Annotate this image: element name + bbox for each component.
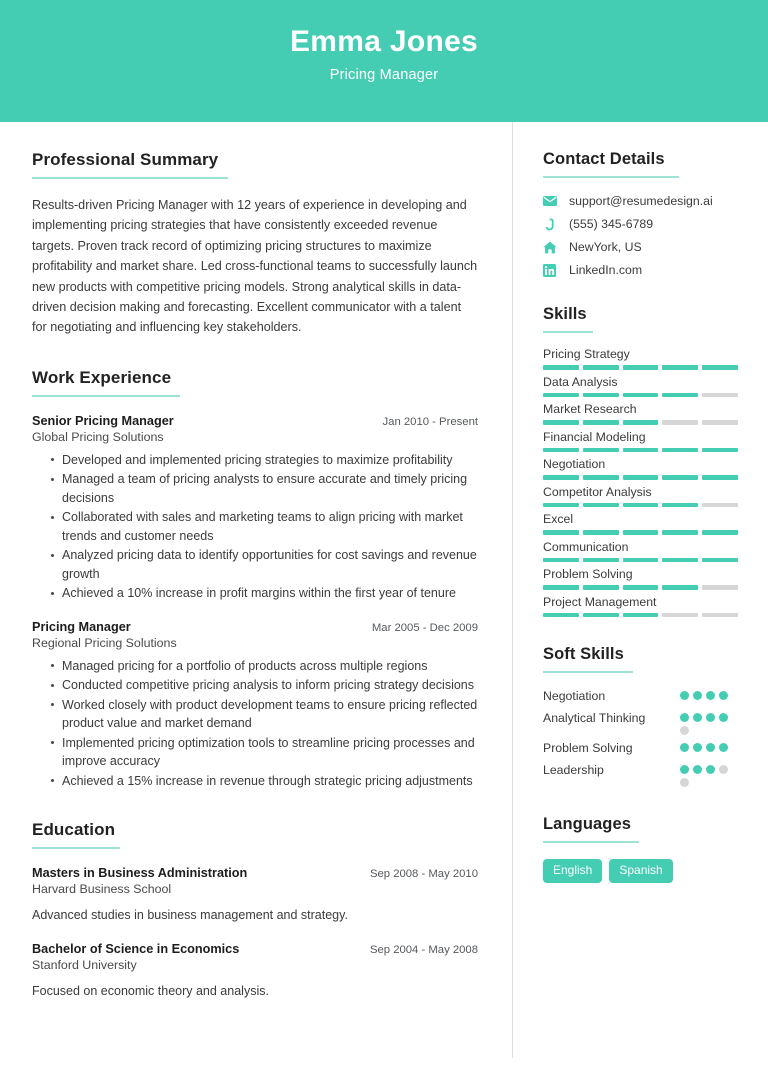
soft-skill-row [543,740,738,757]
skill-row [543,512,738,535]
contact-value-location: NewYork, US [569,240,642,254]
skill-segment [623,558,659,563]
skill-name: Excel [543,512,574,526]
skill-segment [702,365,738,370]
skill-segment [623,448,659,453]
soft-skill-dot [680,726,689,735]
phone-icon [543,217,560,231]
skill-level-bar [543,365,738,370]
soft-skill-dot [680,778,689,787]
skill-level-bar [543,448,738,453]
skill-segment [543,475,579,480]
skill-segment [623,475,659,480]
languages-list [543,859,738,883]
soft-skill-dot [680,713,689,722]
soft-skill-dot [680,691,689,700]
skill-segment [583,420,619,425]
work-entry-organization: Regional Pricing Solutions [32,635,177,650]
education-school: Harvard Business School [32,882,172,897]
skill-segment [702,558,738,563]
section-heading-contact: Contact Details [543,150,665,168]
skills-list [543,347,738,617]
contact-list [543,194,738,277]
soft-skill-rating [680,688,738,700]
skill-segment [662,613,698,618]
skill-segment [583,365,619,370]
skill-segment [702,475,738,480]
contact-item-phone[interactable] [543,217,738,231]
skill-row [543,402,738,425]
section-heading-languages: Languages [543,814,632,833]
skill-row [543,430,738,453]
skill-segment [543,530,579,535]
contact-item-email[interactable] [543,194,738,208]
soft-skill-name: Negotiation [543,689,606,703]
bullet-item: Managed a team of pricing analysts to ensure accurate and timely pricing decisions [51,470,478,507]
education-entry [32,866,478,925]
work-entry [32,620,478,791]
skill-segment [583,448,619,453]
skill-row [543,485,738,508]
section-rule-contact [543,176,679,178]
soft-skill-rating [680,710,738,735]
soft-skill-dot [719,743,728,752]
section-rule-summary [32,177,228,179]
skill-segment [583,558,619,563]
skill-row [543,457,738,480]
education-section [32,820,478,1001]
soft-skill-dot [693,713,702,722]
skill-segment [623,393,659,398]
skill-level-bar [543,613,738,618]
education-description: Advanced studies in business management and strategy. [32,908,348,923]
section-rule-languages [543,841,639,843]
language-chip: English [543,859,602,883]
candidate-name: Emma Jones [289,25,479,59]
bullet-item: Analyzed pricing data to identify opportunities for cost savings and revenue growth [51,546,478,583]
contact-value-linkedin: LinkedIn.com [569,263,643,277]
skill-row [543,540,738,563]
skill-name: Competitor Analysis [543,484,652,499]
skill-segment [702,585,738,590]
candidate-job-title: Pricing Manager [329,66,439,83]
section-heading-work: Work Experience [32,367,172,387]
skill-name: Market Research [543,402,637,416]
section-rule-skills [543,331,593,333]
main-column [0,122,512,1001]
skill-segment [662,475,698,480]
skill-segment [583,475,619,480]
skill-level-bar [543,420,738,425]
skill-segment [543,420,579,425]
bullet-item: Implemented pricing optimization tools to streamline pricing processes and improve accuracy [51,734,478,771]
skill-name: Problem Solving [543,567,633,581]
soft-skill-dot [719,691,728,700]
education-school: Stanford University [32,957,137,972]
work-entry-title: Pricing Manager [32,619,131,634]
professional-summary-section [32,150,478,338]
skill-segment [623,420,659,425]
education-date: Sep 2004 - May 2008 [369,943,478,956]
skill-segment [662,558,698,563]
soft-skill-rating [680,740,738,752]
skill-segment [662,365,698,370]
skill-row [543,375,738,398]
work-entry-header [32,620,478,634]
skill-segment [543,585,579,590]
soft-skill-dot [680,765,689,774]
soft-skill-row [543,688,738,705]
education-date: Sep 2008 - May 2010 [369,868,478,881]
contact-details-section [543,150,738,277]
work-entry-bullets [32,657,478,791]
envelope-icon [543,194,560,208]
work-entry-bullets [32,451,478,603]
section-rule-education [32,847,120,849]
soft-skill-dot [706,765,715,774]
bullet-item: Achieved a 10% increase in profit margins within the first year of tenure [51,584,478,603]
skill-segment [702,503,738,508]
skill-segment [702,420,738,425]
skill-segment [543,558,579,563]
soft-skill-dot [706,743,715,752]
skill-name: Communication [543,539,629,554]
education-entry-header [32,942,478,956]
bullet-item: Worked closely with product development teams to ensure pricing reflected product value and market demand [51,696,478,733]
skill-level-bar [543,530,738,535]
soft-skill-dot [680,743,689,752]
skill-name: Project Management [543,594,657,609]
bullet-item: Achieved a 15% increase in revenue through strategic pricing adjustments [51,772,478,791]
soft-skill-dot [719,765,728,774]
section-heading-education: Education [32,820,116,840]
skill-segment [662,585,698,590]
soft-skill-name: Leadership [543,762,604,777]
skill-segment [583,393,619,398]
work-experience-section [32,368,478,791]
skill-segment [543,613,579,618]
work-entry [32,414,478,603]
soft-skill-dot [693,691,702,700]
sidebar-column [512,122,768,883]
soft-skill-dot [706,691,715,700]
skill-level-bar [543,503,738,508]
skill-segment [662,393,698,398]
skill-row [543,347,738,370]
soft-skill-dot [693,765,702,774]
skill-name: Pricing Strategy [543,347,630,361]
bullet-item: Developed and implemented pricing strategies to maximize profitability [51,451,478,470]
soft-skill-dot [693,743,702,752]
work-entry-organization: Global Pricing Solutions [32,429,164,444]
education-entry [32,942,478,1001]
section-heading-summary: Professional Summary [32,150,219,169]
skill-segment [702,613,738,618]
skill-row [543,567,738,590]
education-degree: Bachelor of Science in Economics [32,941,240,956]
soft-skill-name: Problem Solving [543,740,633,755]
linkedin-icon [543,263,560,277]
skill-level-bar [543,585,738,590]
contact-value-phone: (555) 345-6789 [569,217,654,231]
work-entry-date: Jan 2010 - Present [382,415,478,428]
skill-segment [702,448,738,453]
contact-item-location[interactable] [543,240,738,254]
skill-segment [702,530,738,535]
soft-skill-row [543,710,738,735]
skill-segment [543,365,579,370]
education-description: Focused on economic theory and analysis. [32,983,269,998]
skill-segment [662,448,698,453]
skill-row [543,595,738,618]
skills-section [543,305,738,617]
skill-segment [543,448,579,453]
education-degree: Masters in Business Administration [32,866,248,881]
skill-segment [583,585,619,590]
soft-skill-dot [706,713,715,722]
section-rule-work [32,395,180,397]
skill-level-bar [543,558,738,563]
skill-segment [583,613,619,618]
skill-level-bar [543,393,738,398]
soft-skill-rating [680,762,738,787]
soft-skills-list [543,688,738,787]
skill-segment [583,530,619,535]
skill-segment [623,613,659,618]
soft-skill-name: Analytical Thinking [543,710,646,725]
column-divider [512,122,513,1058]
skill-segment [623,365,659,370]
skill-name: Data Analysis [543,374,618,389]
skill-level-bar [543,475,738,480]
resume-header [0,0,768,122]
skill-segment [583,503,619,508]
soft-skill-row [543,762,738,787]
skill-segment [623,585,659,590]
summary-text: Results-driven Pricing Manager with 12 years of experience in developing and implementing pricing strategies that have consistently exceeded revenue targets. Proven track record of optimizing pricing structures to maximize profitability and market share. Led cross-functional teams to successfully launch new products with competitive pricing models. Strong analytical skills in data-driven decision making and forecasting. Excellent communicator with a talent for negotiating and influencing key stakeholders. [32,198,478,335]
skill-name: Negotiation [543,457,606,471]
section-rule-soft-skills [543,671,633,673]
skill-segment [623,530,659,535]
skill-segment [543,393,579,398]
skill-segment [662,530,698,535]
skill-segment [543,503,579,508]
skill-segment [662,503,698,508]
language-chip: Spanish [609,859,672,883]
skill-segment [623,503,659,508]
skill-segment [702,393,738,398]
skill-name: Financial Modeling [543,429,646,444]
section-heading-skills: Skills [543,305,587,323]
bullet-item: Collaborated with sales and marketing teams to align pricing with market trends and customer needs [51,508,478,545]
resume-body [0,122,768,1001]
section-heading-soft-skills: Soft Skills [543,645,624,663]
contact-value-email: support@resumedesign.ai [569,194,713,208]
education-entry-header [32,866,478,880]
bullet-item: Conducted competitive pricing analysis to inform pricing strategy decisions [51,676,478,695]
soft-skills-section [543,645,738,787]
contact-item-linkedin[interactable] [543,263,738,277]
bullet-item: Managed pricing for a portfolio of products across multiple regions [51,657,478,676]
home-icon [543,240,560,254]
work-entry-title: Senior Pricing Manager [32,413,174,428]
soft-skill-dot [719,713,728,722]
languages-section [543,815,738,883]
work-entry-date: Mar 2005 - Dec 2009 [371,621,478,634]
work-entry-header [32,414,478,428]
skill-segment [662,420,698,425]
